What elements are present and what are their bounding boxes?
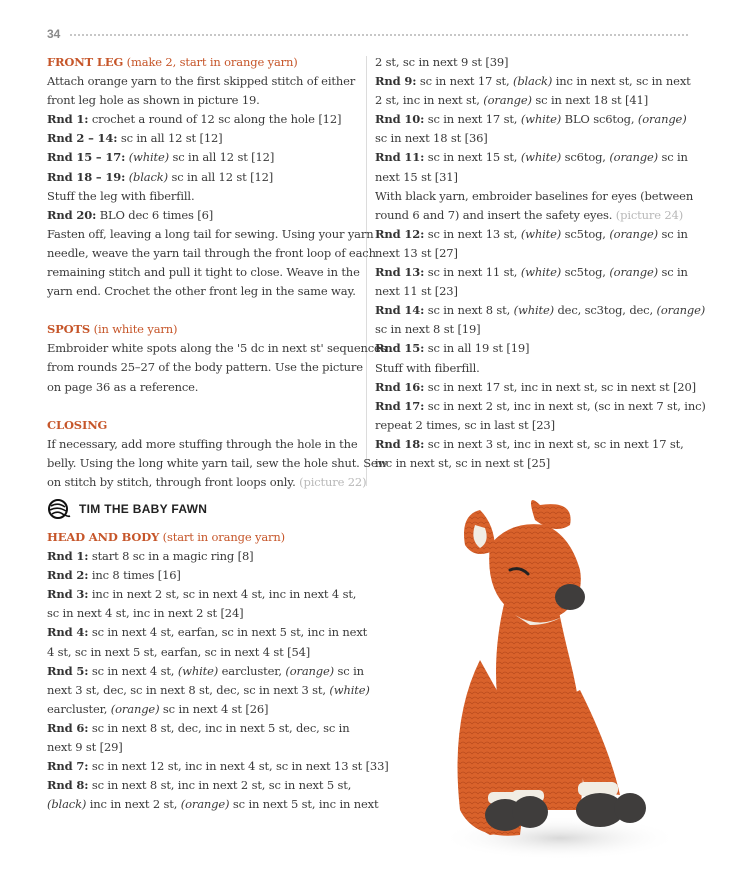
round-line: Rnd 4: sc in next 4 st, earfan, sc in next 5 st, inc in next bbox=[47, 625, 368, 640]
round-line-cont: 2 st, inc in next st, (orange) sc in next 18 st [41] bbox=[375, 93, 649, 108]
spots-heading: SPOTS (in white yarn) bbox=[47, 322, 178, 337]
front-leg-intro-line: front leg hole as shown in picture 19. bbox=[47, 93, 260, 108]
round-line: Rnd 13: sc in next 11 st, (white) sc5tog, (orange) sc in bbox=[375, 265, 688, 280]
fawn-amigurumi-photo bbox=[430, 490, 690, 880]
round-line: Rnd 7: sc in next 12 st, inc in next 4 st, sc in next 13 st [33] bbox=[47, 759, 389, 774]
instruction-line: Stuff with fiberfill. bbox=[375, 360, 480, 375]
round-line: Rnd 1: crochet a round of 12 sc along the hole [12] bbox=[47, 112, 342, 127]
header-dotted-rule bbox=[70, 34, 688, 36]
round-line: Rnd 15 – 17: (white) sc in all 12 st [12] bbox=[47, 150, 275, 165]
round-line: Rnd 3: inc in next 2 st, sc in next 4 st, inc in next 4 st, bbox=[47, 587, 357, 602]
round-line-cont: repeat 2 times, sc in last st [23] bbox=[375, 417, 555, 432]
instruction-line: needle, weave the yarn tail through the front loop of each bbox=[47, 245, 376, 260]
round-line: Rnd 18 – 19: (black) sc in all 12 st [12] bbox=[47, 169, 274, 184]
instruction-line: If necessary, add more stuffing through the hole in the bbox=[47, 436, 358, 451]
round-line-cont: next 11 st [23] bbox=[375, 284, 458, 299]
instruction-line: yarn end. Crochet the other front leg in the same way. bbox=[47, 284, 356, 299]
round-line: Rnd 17: sc in next 2 st, inc in next st, (sc in next 7 st, inc) bbox=[375, 398, 706, 413]
round-line-cont: (black) inc in next 2 st, (orange) sc in next 5 st, inc in next bbox=[47, 797, 379, 812]
instruction-line: Fasten off, leaving a long tail for sewing. Using your yarn bbox=[47, 226, 374, 241]
front-leg-heading: FRONT LEG (make 2, start in orange yarn) bbox=[47, 55, 298, 69]
round-line-cont: next 9 st [29] bbox=[47, 740, 123, 754]
pattern-title bbox=[47, 498, 365, 520]
round-line-cont: earcluster, (orange) sc in next 4 st [26] bbox=[47, 701, 269, 716]
round-line-cont: next 13 st [27] bbox=[375, 245, 458, 260]
round-line-cont: sc in next 4 st, inc in next 2 st [24] bbox=[47, 606, 244, 621]
page-number: 34 bbox=[47, 27, 61, 41]
closing-heading: CLOSING bbox=[47, 417, 108, 432]
round-line: Rnd 12: sc in next 13 st, (white) sc5tog, (orange) sc in bbox=[375, 226, 688, 241]
yarn-ball-icon bbox=[47, 498, 71, 520]
round-line-cont: 2 st, sc in next 9 st [39] bbox=[375, 55, 509, 69]
instruction-line: Stuff the leg with fiberfill. bbox=[47, 188, 195, 203]
round-line: Rnd 1: start 8 sc in a magic ring [8] bbox=[47, 549, 254, 564]
round-line: Rnd 15: sc in all 19 st [19] bbox=[375, 341, 530, 356]
round-line: Rnd 5: sc in next 4 st, (white) earcluster, (orange) sc in bbox=[47, 663, 364, 678]
round-line-cont: next 3 st, dec, sc in next 8 st, dec, sc in next 3 st, (white) bbox=[47, 682, 370, 697]
round-line-cont: inc in next st, sc in next st [25] bbox=[375, 455, 551, 470]
round-line-cont: next 15 st [31] bbox=[375, 169, 458, 184]
round-line-cont: sc in next 8 st [19] bbox=[375, 322, 481, 337]
round-line-cont: 4 st, sc in next 5 st, earfan, sc in next 4 st [54] bbox=[47, 644, 311, 659]
instruction-line: Embroider white spots along the '5 dc in next st' sequences bbox=[47, 341, 387, 356]
instruction-line: from rounds 25–27 of the body pattern. Use the picture bbox=[47, 360, 363, 375]
left-column bbox=[47, 53, 389, 814]
round-line: Rnd 10: sc in next 17 st, (white) BLO sc6tog, (orange) bbox=[375, 112, 687, 127]
right-column bbox=[375, 53, 706, 473]
instruction-line: round 6 and 7) and insert the safety eyes. (picture 24) bbox=[375, 207, 684, 222]
head-body-heading: HEAD AND BODY (start in orange yarn) bbox=[47, 529, 285, 544]
front-leg-intro-line: Attach orange yarn to the first skipped stitch of either bbox=[47, 74, 356, 89]
instruction-line: on page 36 as a reference. bbox=[47, 379, 199, 394]
round-line: Rnd 14: sc in next 8 st, (white) dec, sc3tog, dec, (orange) bbox=[375, 303, 706, 318]
round-line: Rnd 20: BLO dec 6 times [6] bbox=[47, 207, 214, 222]
instruction-line: on stitch by stitch, through front loops only. (picture 22) bbox=[47, 474, 367, 489]
round-line: Rnd 6: sc in next 8 st, dec, inc in next 5 st, dec, sc in bbox=[47, 720, 350, 735]
round-line: Rnd 2: inc 8 times [16] bbox=[47, 568, 181, 583]
pattern-title-text: TIM THE BABY FAWN bbox=[79, 501, 208, 516]
round-line: Rnd 8: sc in next 8 st, inc in next 2 st, sc in next 5 st, bbox=[47, 778, 352, 793]
round-line: Rnd 11: sc in next 15 st, (white) sc6tog, (orange) sc in bbox=[375, 150, 688, 165]
round-line-cont: sc in next 18 st [36] bbox=[375, 131, 488, 146]
round-line: Rnd 2 – 14: sc in all 12 st [12] bbox=[47, 131, 223, 146]
column-divider bbox=[366, 56, 367, 486]
round-line: Rnd 9: sc in next 17 st, (black) inc in next st, sc in next bbox=[375, 74, 691, 89]
instruction-line: With black yarn, embroider baselines for eyes (between bbox=[375, 188, 694, 203]
round-line: Rnd 16: sc in next 17 st, inc in next st, sc in next st [20] bbox=[375, 379, 696, 394]
round-line: Rnd 18: sc in next 3 st, inc in next st, sc in next 17 st, bbox=[375, 436, 684, 451]
instruction-line: belly. Using the long white yarn tail, sew the hole shut. Sew bbox=[47, 455, 388, 470]
instruction-line: remaining stitch and pull it tight to close. Weave in the bbox=[47, 265, 360, 280]
